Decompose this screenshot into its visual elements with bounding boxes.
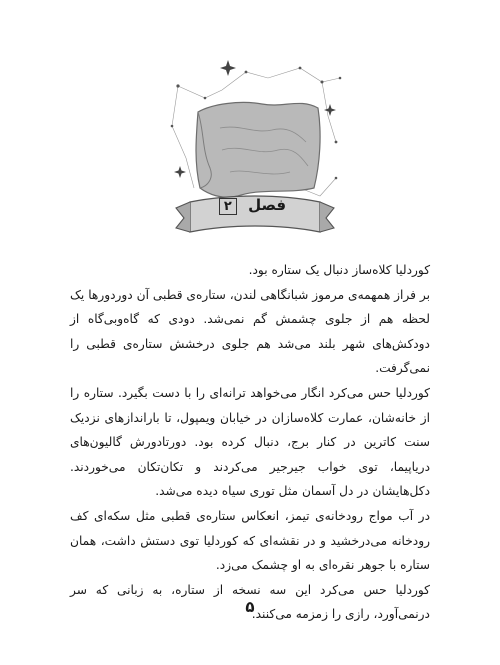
chapter-emblem xyxy=(150,38,360,248)
chapter-number: ۲ xyxy=(219,198,237,215)
chapter-body xyxy=(70,258,430,627)
paragraph: کوردلیا کلاه‌ساز دنبال یک ستاره بود. xyxy=(248,263,430,277)
map-banner-illustration xyxy=(150,38,360,248)
chapter-label: فصل xyxy=(248,196,287,214)
paragraph: کوردلیا حس می‌کرد این سه نسخه از ستاره، به زبانی که سر درنمی‌آورد، رازی را زمزمه می‌کنند. xyxy=(70,582,430,622)
paragraph: کوردلیا حس می‌کرد انگار می‌خواهد ترانه‌ای را با دست بگیرد. ستاره را از خانه‌شان، عمارت کلاه‌سازان در خیابان ویمپول، تا بارانداز‌های نزدیک سنت کاترین در کنار برج، دنبال کرده بود. دورتادورش گالیون‌های دریاپیما، توی خواب جیرجیر می‌کردند و تکان‌تکان می‌خوردند. دکل‌هایشان در دل آسمان مثل توری سیاه دیده می‌شد. xyxy=(70,385,430,499)
paragraph: در آب مواج رودخانه‌ی تیمز، انعکاس ستاره‌ی قطبی مثل سکه‌ای کف رودخانه می‌درخشید و در نقشه‌ای که کوردلیا توی دستش داشت، همان ستاره با جوهر نقره‌ای به او چشمک می‌زد. xyxy=(70,508,430,573)
chapter-title xyxy=(210,196,295,215)
page-number: ۵ xyxy=(245,598,255,616)
paragraph: بر فراز همهمه‌ی مرموز شبانگاهی لندن، ستاره‌ی قطبی آن دوردورها یک لحظه هم از جلوی چشمش گم نمی‌شد. دودی که گاه‌وبی‌گاه از دودکش‌های شهر بلند می‌شد هم جلوی درخشش ستاره‌ی قطبی را نمی‌گرفت. xyxy=(70,287,430,376)
